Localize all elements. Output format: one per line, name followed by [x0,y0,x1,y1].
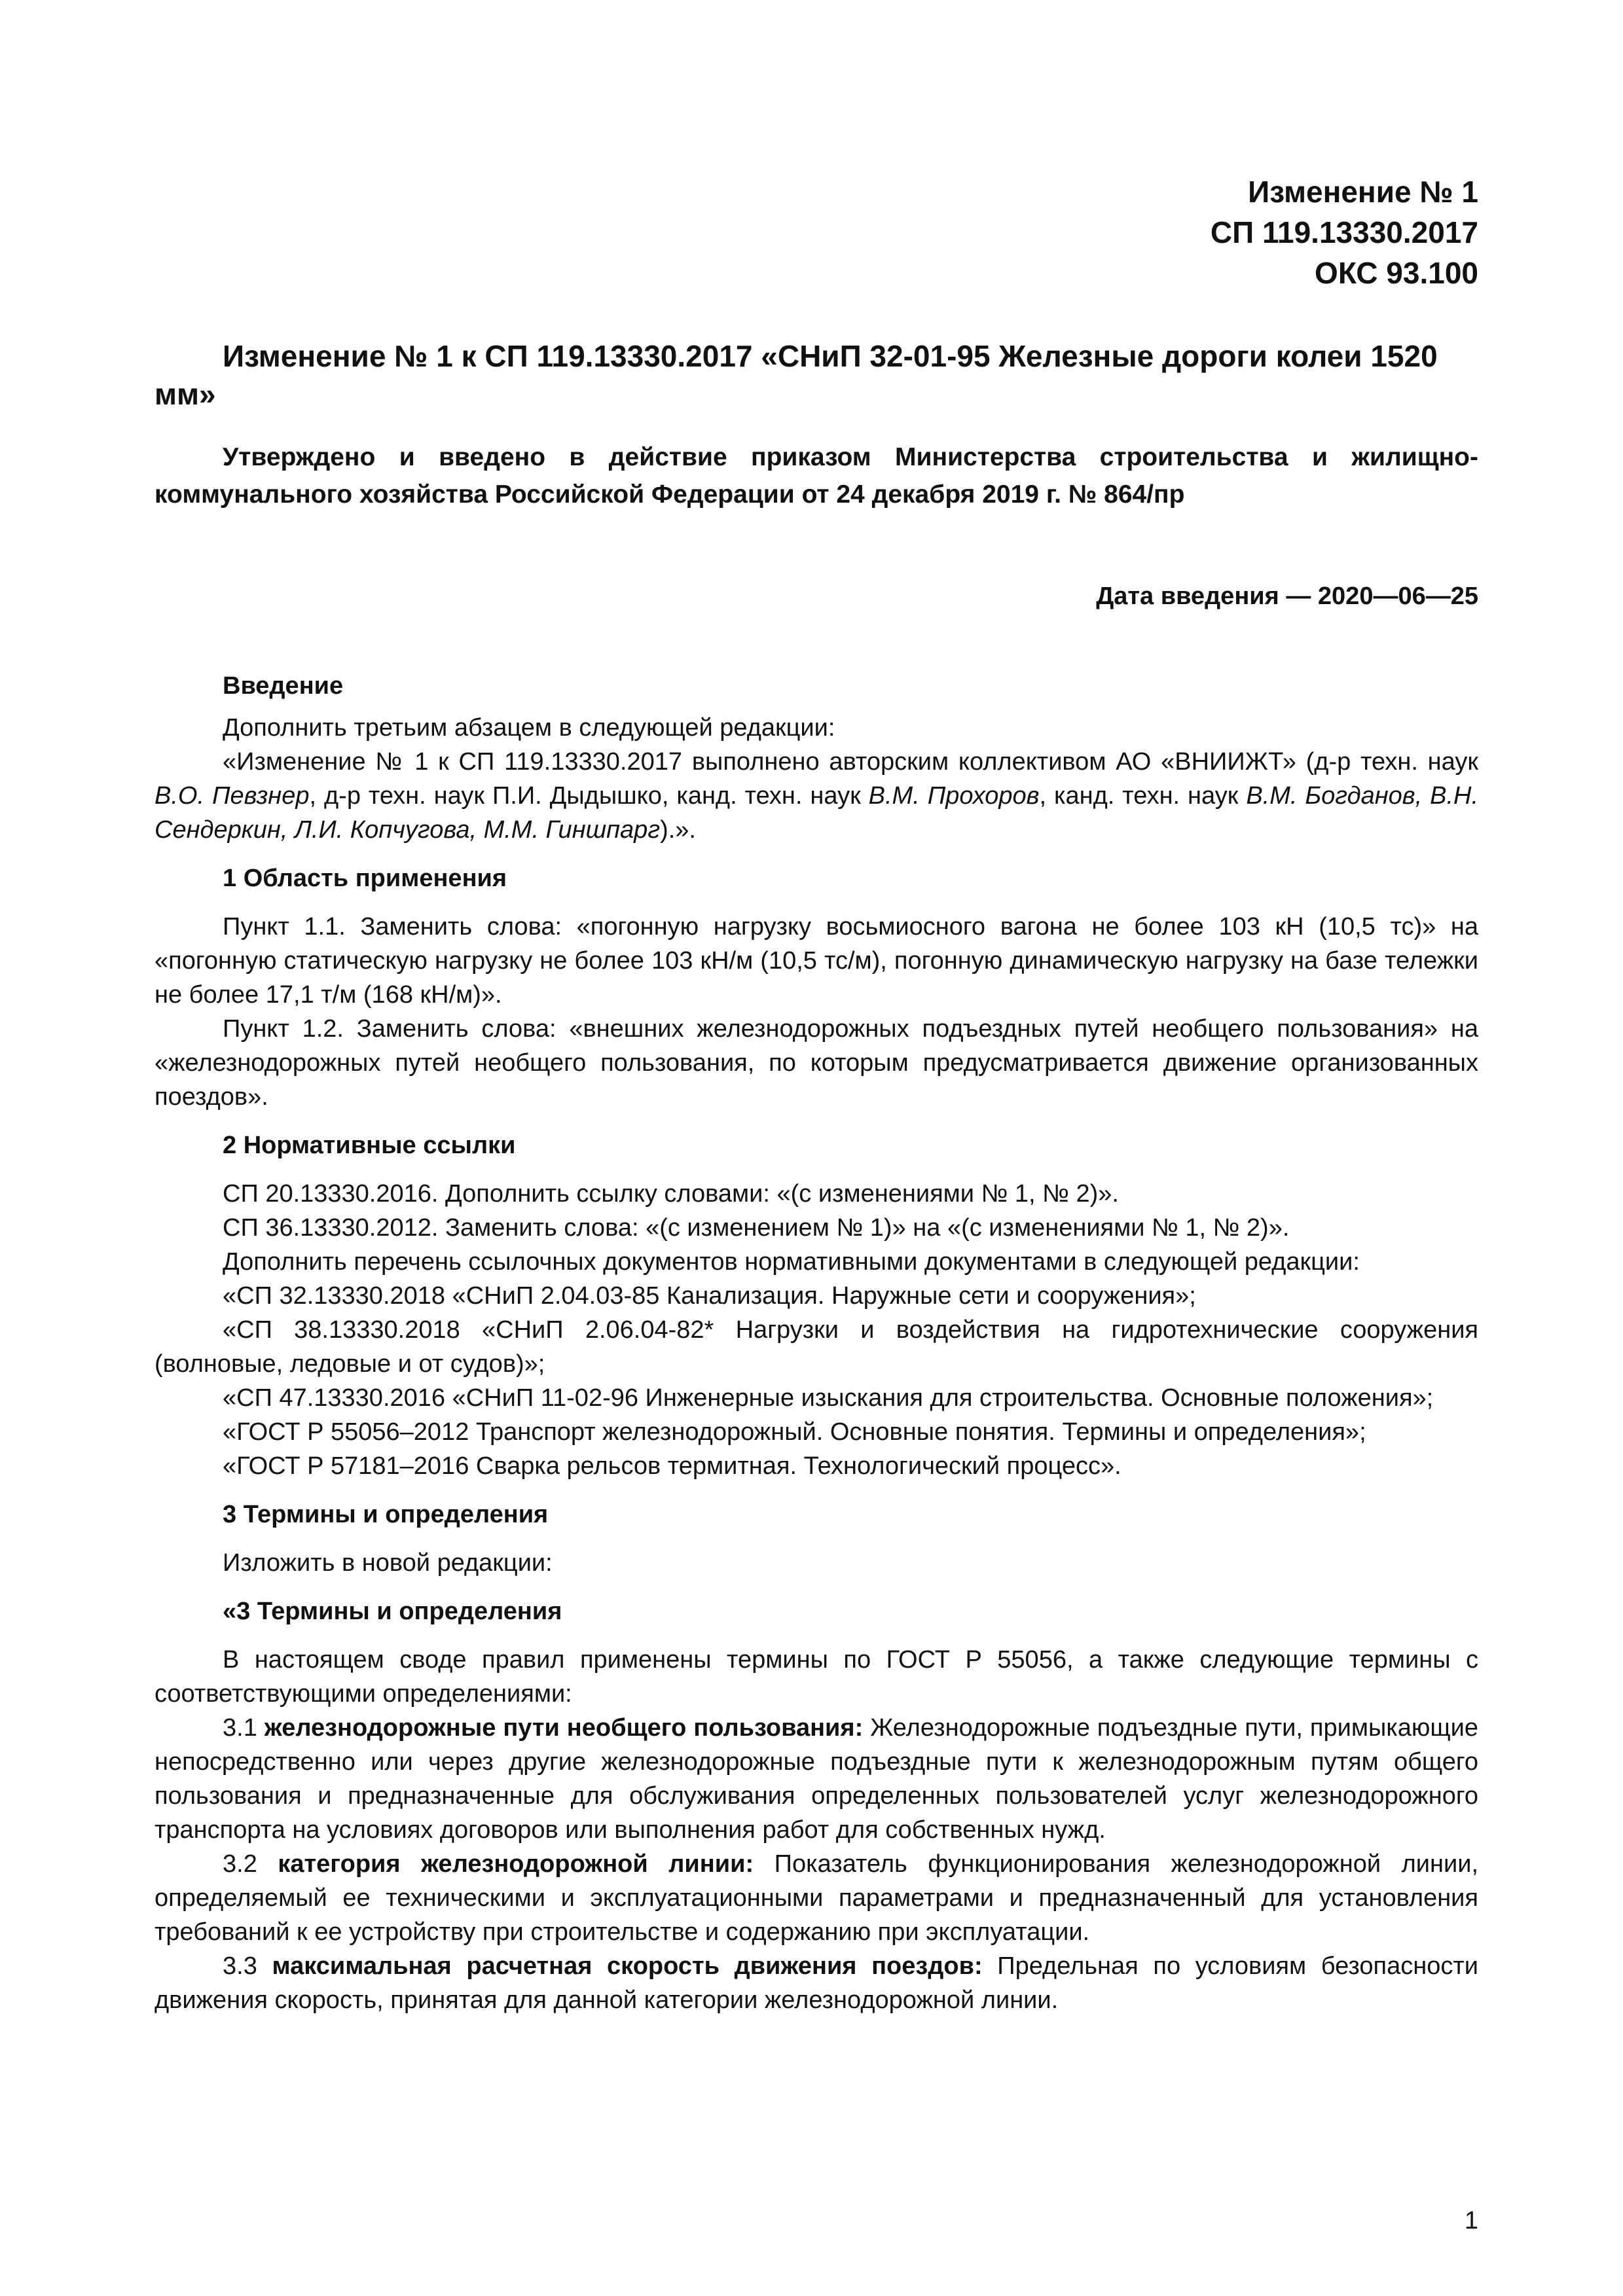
term-name: категория железнодорожной линии: [278,1850,754,1878]
term-number: 3.1 [223,1714,264,1742]
section-2-paragraph-2: СП 36.13330.2012. Заменить слова: «(с изменением № 1)» на «(с изменениями № 1, № 2)». [223,1214,1290,1242]
page-number: 1 [1464,2207,1478,2234]
section-2-paragraph-7: «ГОСТ Р 55056–2012 Транспорт железнодорожный. Основные понятия. Термины и определения»; [223,1418,1366,1446]
sp-code: СП 119.13330.2017 [1210,215,1478,249]
introduction-paragraph-1: Дополнить третьим абзацем в следующей редакции: [223,714,835,742]
section-2-paragraph-3: Дополнить перечень ссылочных документов нормативными документами в следующей редакции: [223,1248,1360,1276]
section-2-heading: 2 Нормативные ссылки [223,1132,516,1159]
section-1-paragraph-1: Пункт 1.1. Заменить слова: «погонную нагрузку восьмиосного вагона не более 103 кН (10,5 тс)» на «погонную статическую нагрузку не более 103 кН/м (10,5 тс/м), погонную динамическую нагрузку на базе тележки не более 17,1 т/м (168 кН/м)». [155,913,1478,1009]
term-number: 3.3 [223,1952,272,1980]
approval-statement: Утверждено и введено в действие приказом Министерства строительства и жилищно-коммунального хозяйства Российской Федерации от 24 декабря 2019 г. № 864/пр [155,443,1478,509]
section-3-heading: 3 Термины и определения [223,1501,549,1528]
section-2-paragraph-6: «СП 47.13330.2016 «СНиП 11-02-96 Инженерные изыскания для строительства. Основные положения»; [223,1384,1434,1412]
section-3-paragraph-1: Изложить в новой редакции: [223,1549,553,1577]
section-3-paragraph-2: В настоящем своде правил применены термины по ГОСТ Р 55056, а также следующие термины с соответствующими определениями: [155,1646,1478,1708]
document-body [155,669,1478,2017]
document-header [1211,171,1478,293]
section-2-paragraph-8: «ГОСТ Р 57181–2016 Сварка рельсов термитная. Технологический процесс». [223,1452,1122,1480]
term-definition: Железнодорожные подъездные пути, примыкающие непосредственно или через другие железнодорожные подъездные пути к железнодорожным путям общего пользования и предназначенные для обслуживания определенных пользователей услуг железнодорожного транспорта на условиях договоров или выполнения работ для собственных нужд. [155,1714,1478,1844]
text-run: ).». [660,816,696,844]
author-names: В.М. Богданов, В.Н. Сендеркин, Л.И. Копчугова, М.М. Гиншпарг [155,782,1479,844]
author-name: В.О. Певзнер [155,782,310,810]
section-1-paragraph-2: Пункт 1.2. Заменить слова: «внешних железнодорожных подъездных путей необщего пользования» на «железнодорожных путей необщего пользования, по которым предусматривается движение организованных поездов». [155,1015,1478,1111]
term-name: железнодорожные пути необщего пользования: [264,1714,864,1742]
term-name: максимальная расчетная скорость движения поездов: [272,1952,983,1980]
term-3-3 [155,1949,1478,2017]
section-2-paragraph-4: «СП 32.13330.2018 «СНиП 2.04.03-85 Канализация. Наружные сети и сооружения»; [223,1282,1196,1310]
term-3-1 [155,1711,1478,1847]
text-run: , д-р техн. наук П.И. Дыдышко, канд. техн. наук [309,782,869,810]
term-definition: Показатель функционирования железнодорожной линии, определяемый ее техническими и эксплуатационными параметрами и предназначенный для установления требований к ее устройству при строительстве и содержанию при эксплуатации. [155,1850,1478,1946]
introduction-date: Дата введения — 2020—06—25 [1096,583,1478,610]
term-3-2 [155,1847,1478,1949]
change-number: Изменение № 1 [1248,175,1478,209]
introduction-heading: Введение [223,672,344,700]
oks-code: ОКС 93.100 [1315,256,1478,290]
author-name: В.М. Прохоров [868,782,1040,810]
introduction-paragraph-2 [155,745,1478,847]
term-number: 3.2 [223,1850,278,1878]
section-2-paragraph-1: СП 20.13330.2016. Дополнить ссылку словами: «(с изменениями № 1, № 2)». [223,1180,1119,1208]
text-run: , канд. техн. наук [1039,782,1247,810]
section-3-subheading: «3 Термины и определения [223,1598,562,1625]
term-definition: Предельная по условиям безопасности движения скорость, принятая для данной категории железнодорожной линии. [155,1952,1478,2014]
section-1-heading: 1 Область применения [223,865,507,892]
document-title: Изменение № 1 к СП 119.13330.2017 «СНиП 32-01-95 Железные дороги колеи 1520 мм» [155,339,1438,411]
text-run: «Изменение № 1 к СП 119.13330.2017 выполнено авторским коллективом АО «ВНИИЖТ» (д-р техн. наук [223,748,1478,776]
section-2-paragraph-5: «СП 38.13330.2018 «СНиП 2.06.04-82* Нагрузки и воздействия на гидротехнические сооружения (волновые, ледовые и от судов)»; [155,1316,1478,1378]
